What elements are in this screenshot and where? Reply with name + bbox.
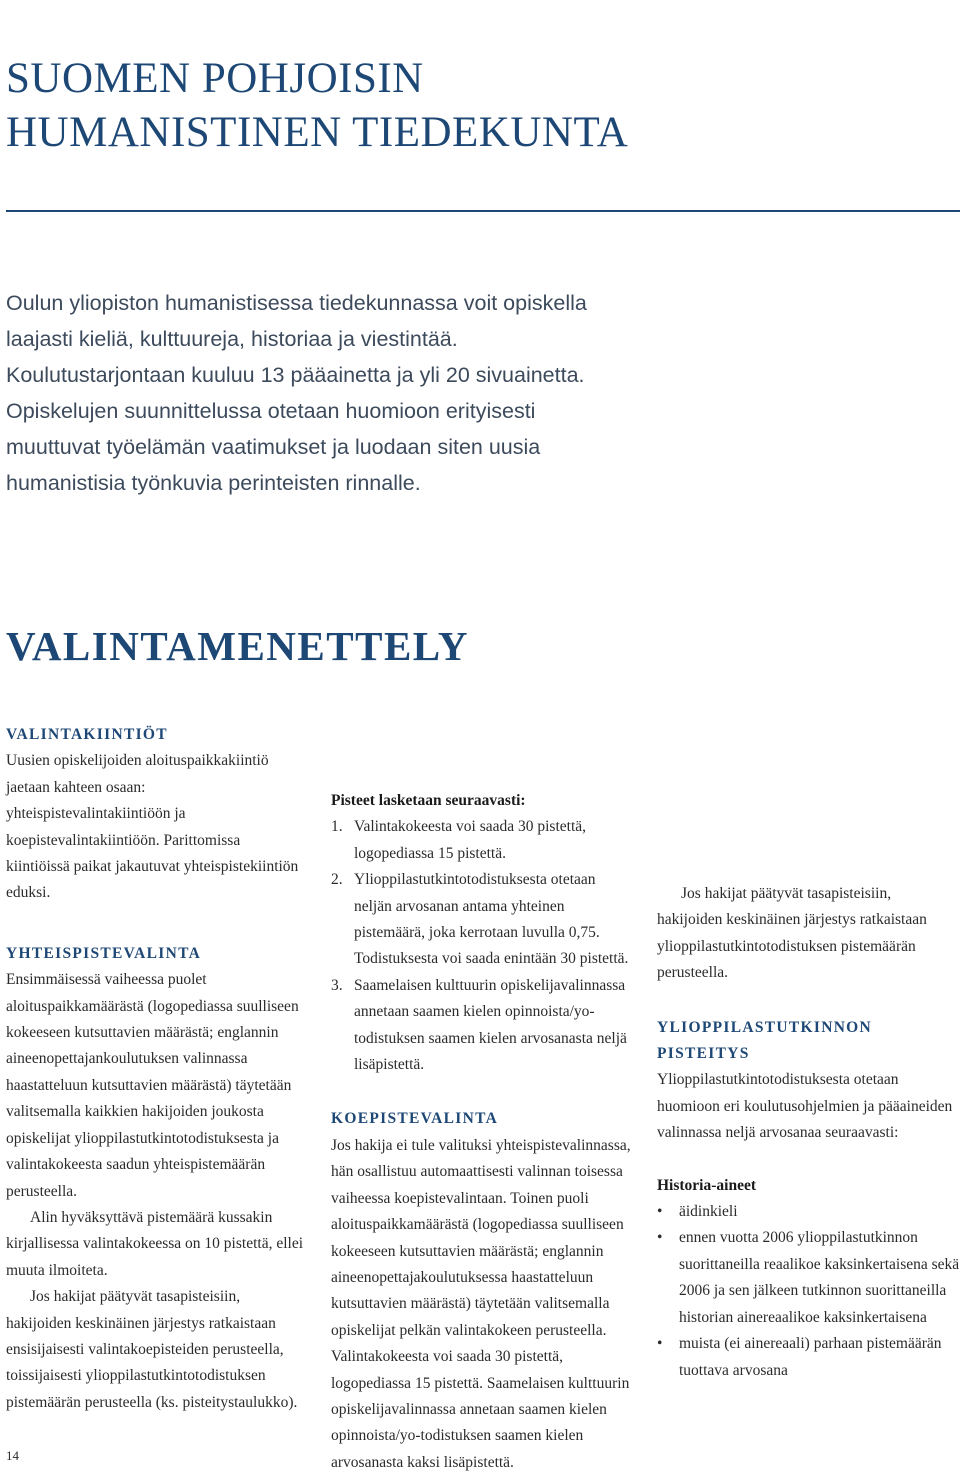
heading-koepistevalinta: KOEPISTEVALINTA bbox=[331, 1110, 499, 1128]
list-item-number: 1. bbox=[331, 818, 343, 836]
column-2 bbox=[331, 722, 636, 1476]
page-title-line-2: HUMANISTINEN TIEDEKUNTA bbox=[6, 109, 629, 156]
list-item-text: Valintakokeesta voi saada 30 pistettä, logopediassa 15 pistettä. bbox=[354, 818, 587, 862]
list-item: • ennen vuotta 2006 ylioppilastutkinnon suorittaneilla reaalikoe kaksinkertaisena sekä 2006 ja sen jälkeen tutkinnon suorittaneilla historian ainereaalikoe kaksinkertaisena bbox=[657, 1225, 960, 1331]
list-item-number: 3. bbox=[331, 976, 343, 994]
heading-ylioppilastutkinnon-pisteitys: YLIOPPILASTUTKINNON PISTEITYS bbox=[657, 1018, 873, 1063]
heading-yhteispistevalinta: YHTEISPISTEVALINTA bbox=[6, 944, 202, 962]
section-title: VALINTAMENETTELY bbox=[6, 623, 469, 669]
list-item-text: Ylioppilastutkintotodistuksesta otetaan neljän arvosanan antama yhteinen pistemäärä, joka kerrotaan luvulla 0,75. Todistuksesta voi saada enintään 30 pistettä. bbox=[354, 871, 629, 968]
paragraph-valintakiintiot: Uusien opiskelijoiden aloituspaikkakiintiö jaetaan kahteen osaan: yhteispistevalintakiintiöön ja koepistevalintakiintiöön. Parittomissa kiintiöissä paikat jakautuvat yhteispistekiintiön eduksi. bbox=[6, 752, 299, 902]
paragraph-yhteispistevalinta-1: Ensimmäisessä vaiheessa puolet aloituspaikkamäärästä (logopediassa suulliseen kokeeseen kutsuttavien määrästä; englannin aineenopettajankoulutuksen valinnassa haastatteluun kutsuttavien määrästä) täytetään valitsemalla kaikkien hakijoiden joukosta opiskelijat ylioppilastutkintotodistuksesta ja valintakokeesta saadun yhteispistemäärän perusteella. bbox=[6, 971, 299, 1200]
page-title bbox=[6, 52, 628, 160]
paragraph-tasapisteet: Jos hakijat päätyvät tasapisteisiin, hakijoiden keskinäinen järjestys ratkaistaan ylioppilastutkintotodistuksen pistemäärän perusteella. bbox=[657, 885, 927, 982]
page-number: 14 bbox=[6, 1448, 19, 1463]
scoring-list-item bbox=[331, 867, 636, 973]
heading-valintakiintiot: VALINTAKIINTIÖT bbox=[6, 726, 168, 743]
paragraph-koepistevalinta: Jos hakija ei tule valituksi yhteispistevalinnassa, hän osallistuu automaattisesti valinnan toisessa vaiheessa koepistevalintaan. Toinen puoli aloituspaikkamäärästä (logopediassa suulliseen kokeeseen kutsuttavien määrästä; englannin aineenopettajakoulutuksessa haastatteluun kutsuttavien määrästä) täytetään valitsemalla opiskelijat pelkän valintakokeen perusteella. Valintakokeesta voi saada 30 pistettä, logopediassa 15 pistettä. Saamelaisen kulttuurin opiskelijavalinnassa annetaan saamen kielen opinnoista/yo-todistuksen saamen kielen arvosanasta kaksi lisäpistettä. bbox=[331, 1136, 631, 1471]
scoring-list bbox=[331, 814, 636, 1078]
list-item-number: 2. bbox=[331, 871, 343, 889]
historia-aineet-list bbox=[657, 1199, 960, 1384]
page-title-line-1: SUOMEN POHJOISIN bbox=[6, 55, 424, 102]
list-item-text: Saamelaisen kulttuurin opiskelijavalinnassa annetaan saamen kielen opinnoista/yo-todistuksen saamen kielen arvosanasta neljä lisäpistettä. bbox=[354, 976, 627, 1074]
title-divider bbox=[6, 210, 960, 212]
list-item: • äidinkieli bbox=[657, 1199, 960, 1225]
column-1 bbox=[6, 722, 306, 1416]
list-item: • muista (ei ainereaali) parhaan pistemäärän tuottava arvosana bbox=[657, 1331, 960, 1384]
paragraph-ylioppilastutkinnon-pisteitys: Ylioppilastutkintotodistuksesta otetaan huomioon eri koulutusohjelmien ja pääaineiden valinnassa neljä arvosanaa seuraavasti: bbox=[657, 1071, 953, 1142]
scoring-list-item bbox=[331, 973, 636, 1079]
intro-paragraph bbox=[6, 285, 606, 501]
heading-historia-aineet: Historia-aineet bbox=[657, 1176, 757, 1194]
paragraph-yhteispistevalinta-2: Alin hyväksyttävä pistemäärä kussakin kirjallisessa valintakokeessa on 10 pistettä, ellei muuta ilmoiteta. bbox=[6, 1208, 304, 1279]
column-3 bbox=[657, 722, 960, 1384]
heading-pisteet-lasketaan: Pisteet lasketaan seuraavasti: bbox=[331, 792, 526, 809]
intro-text: Oulun yliopiston humanistisessa tiedekunnassa voit opiskella laajasti kieliä, kulttuureja, historiaa ja viestintää. Koulutustarjontaan kuuluu 13 pääainetta ja yli 20 sivuainetta. Opiskelujen suunnittelussa otetaan huomioon erityisesti muuttuvat työelämän vaatimukset ja luodaan siten uusia humanistisia työnkuvia perinteisten rinnalle. bbox=[6, 291, 587, 495]
scoring-list-item bbox=[331, 814, 636, 867]
paragraph-yhteispistevalinta-3: Jos hakijat päätyvät tasapisteisiin, hakijoiden keskinäinen järjestys ratkaistaan ensisijaisesti valintakoepisteiden perusteella, toissijaisesti ylioppilastutkintotodistuksen pistemäärän perusteella (ks. pisteitystaulukko). bbox=[6, 1288, 298, 1411]
